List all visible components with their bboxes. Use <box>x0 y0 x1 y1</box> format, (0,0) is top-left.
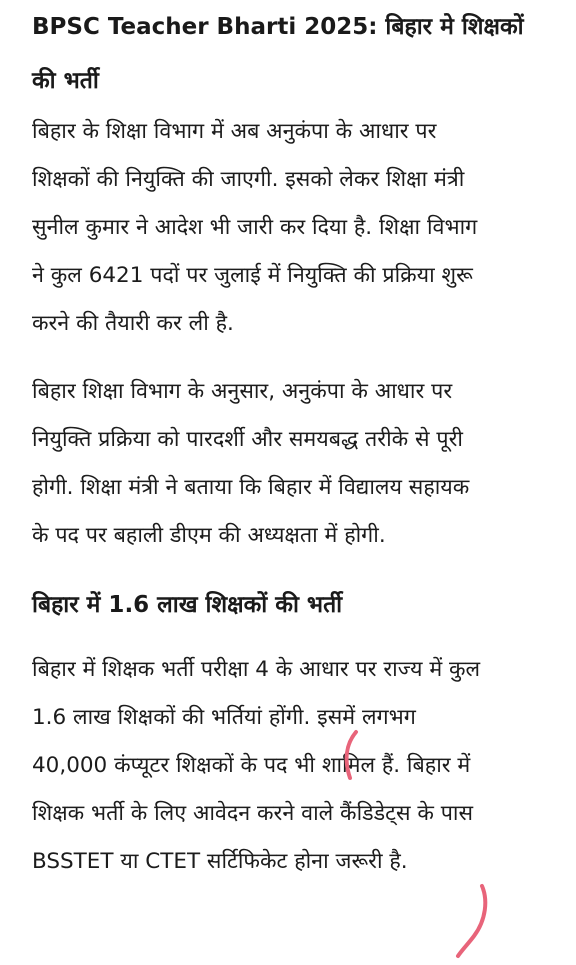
heading-1-6-lakh-teachers <box>32 578 562 632</box>
paragraph-line: बिहार के शिक्षा विभाग में अब अनुकंपा के आधार पर <box>32 119 437 144</box>
paragraph-line: शिक्षक भर्ती के लिए आवेदन करने वाले कैंडिडेट्स के पास <box>32 801 474 826</box>
paragraph-line: करने की तैयारी कर ली है. <box>32 311 234 336</box>
paragraph-anukampa-appointment <box>32 108 562 348</box>
paragraph-recruitment-exam <box>32 646 562 886</box>
paragraph-line: 40,000 कंप्यूटर शिक्षकों के पद भी शामिल हैं. बिहार में <box>32 753 471 778</box>
paragraph-line: नियुक्ति प्रक्रिया को पारदर्शी और समयबद्ध तरीके से पूरी <box>32 427 463 452</box>
paragraph-line: होगी. शिक्षा मंत्री ने बताया कि बिहार में विद्यालय सहायक <box>32 475 470 500</box>
paragraph-line: BSSTET या CTET सर्टिफिकेट होना जरूरी है. <box>32 849 408 874</box>
paragraph-line: बिहार में शिक्षक भर्ती परीक्षा 4 के आधार पर राज्य में कुल <box>32 657 481 682</box>
heading-line: BPSC Teacher Bharti 2025: बिहार मे शिक्षकों <box>32 14 524 40</box>
paragraph-line: 1.6 लाख शिक्षकों की भर्तियां होंगी. इसमें लगभग <box>32 705 416 730</box>
article <box>32 0 562 886</box>
paragraph-line: बिहार शिक्षा विभाग के अनुसार, अनुकंपा के आधार पर <box>32 379 453 404</box>
paragraph-line: शिक्षकों की नियुक्ति की जाएगी. इसको लेकर शिक्षा मंत्री <box>32 167 465 192</box>
paragraph-line: ने कुल 6421 पदों पर जुलाई में नियुक्ति की प्रक्रिया शुरू <box>32 263 473 288</box>
pen-stroke-mark <box>448 880 498 960</box>
heading-line: बिहार में 1.6 लाख शिक्षकों की भर्ती <box>32 592 343 618</box>
paragraph-line: के पद पर बहाली डीएम की अध्यक्षता में होगी. <box>32 523 386 548</box>
paragraph-transparent-process <box>32 368 562 560</box>
paragraph-line: सुनील कुमार ने आदेश भी जारी कर दिया है. शिक्षा विभाग <box>32 215 478 240</box>
heading-line: की भर्ती <box>32 68 99 94</box>
heading-bpsc-teacher-bharti <box>32 0 562 108</box>
